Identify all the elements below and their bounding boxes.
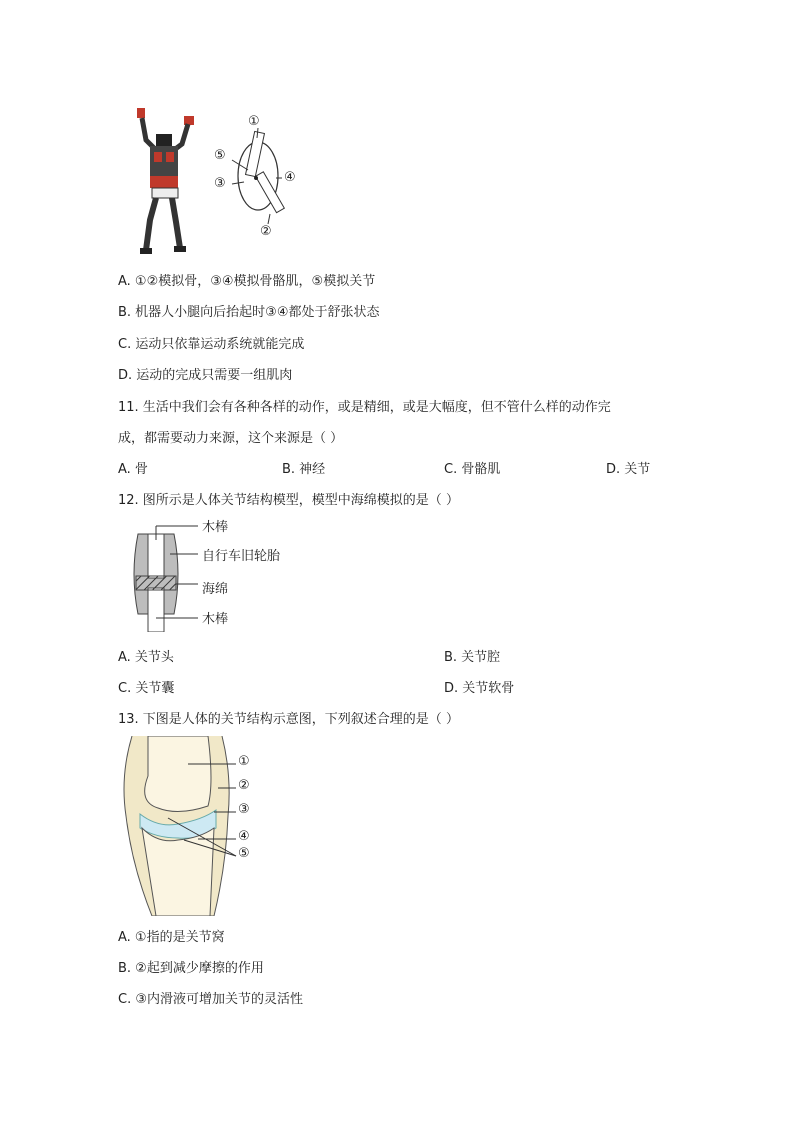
q12-stem: 12. 图所示是人体关节结构模型，模型中海绵模拟的是（ ） bbox=[118, 493, 459, 508]
q13-option-c: C. ③内滑液可增加关节的灵活性 bbox=[118, 992, 303, 1007]
q12-option-d: D. 关节软骨 bbox=[444, 681, 515, 696]
q13-stem: 13. 下图是人体的关节结构示意图，下列叙述合理的是（ ） bbox=[118, 712, 459, 727]
fig13-label-5: ⑤ bbox=[238, 846, 250, 861]
q12-option-a: A. 关节头 bbox=[118, 650, 174, 665]
q12-option-c: C. 关节囊 bbox=[118, 681, 175, 696]
fig10-label-5: ⑤ bbox=[214, 148, 226, 163]
q11-option-b: B. 神经 bbox=[282, 462, 326, 477]
fig13-label-1: ① bbox=[238, 754, 250, 769]
joint-model-sponge-figure bbox=[126, 514, 306, 632]
robot-figure bbox=[132, 100, 202, 260]
fig13-label-3: ③ bbox=[238, 802, 250, 817]
q11-option-a: A. 骨 bbox=[118, 462, 148, 477]
q11-stem-line1: 11. 生活中我们会有各种各样的动作，或是精细，或是大幅度，但不管什么样的动作完 bbox=[118, 400, 611, 415]
fig12-label-sponge: 海绵 bbox=[202, 582, 229, 597]
joint-model-figure bbox=[210, 112, 310, 244]
fig13-label-2: ② bbox=[238, 778, 250, 793]
q12-option-b: B. 关节腔 bbox=[444, 650, 501, 665]
q11-stem-line2: 成，都需要动力来源，这个来源是（ ） bbox=[118, 431, 344, 446]
q11-option-d: D. 关节 bbox=[606, 462, 651, 477]
q10-option-a: A. ①②模拟骨，③④模拟骨骼肌，⑤模拟关节 bbox=[118, 274, 376, 289]
fig10-label-1: ① bbox=[248, 114, 260, 129]
q13-option-b: B. ②起到减少摩擦的作用 bbox=[118, 961, 264, 976]
q11-option-c: C. 骨骼肌 bbox=[444, 462, 501, 477]
fig12-label-tire: 自行车旧轮胎 bbox=[202, 549, 281, 564]
q10-option-b: B. 机器人小腿向后抬起时③④都处于舒张状态 bbox=[118, 305, 380, 320]
knee-joint-figure bbox=[118, 736, 278, 916]
fig10-label-2: ② bbox=[260, 224, 272, 239]
fig10-label-3: ③ bbox=[214, 176, 226, 191]
q10-option-c: C. 运动只依靠运动系统就能完成 bbox=[118, 337, 305, 352]
fig10-label-4: ④ bbox=[284, 170, 296, 185]
fig13-label-4: ④ bbox=[238, 829, 250, 844]
fig12-label-stick-top: 木棒 bbox=[202, 520, 229, 535]
q13-option-a: A. ①指的是关节窝 bbox=[118, 930, 225, 945]
q10-option-d: D. 运动的完成只需要一组肌肉 bbox=[118, 368, 293, 383]
fig12-label-stick-bottom: 木棒 bbox=[202, 612, 229, 627]
